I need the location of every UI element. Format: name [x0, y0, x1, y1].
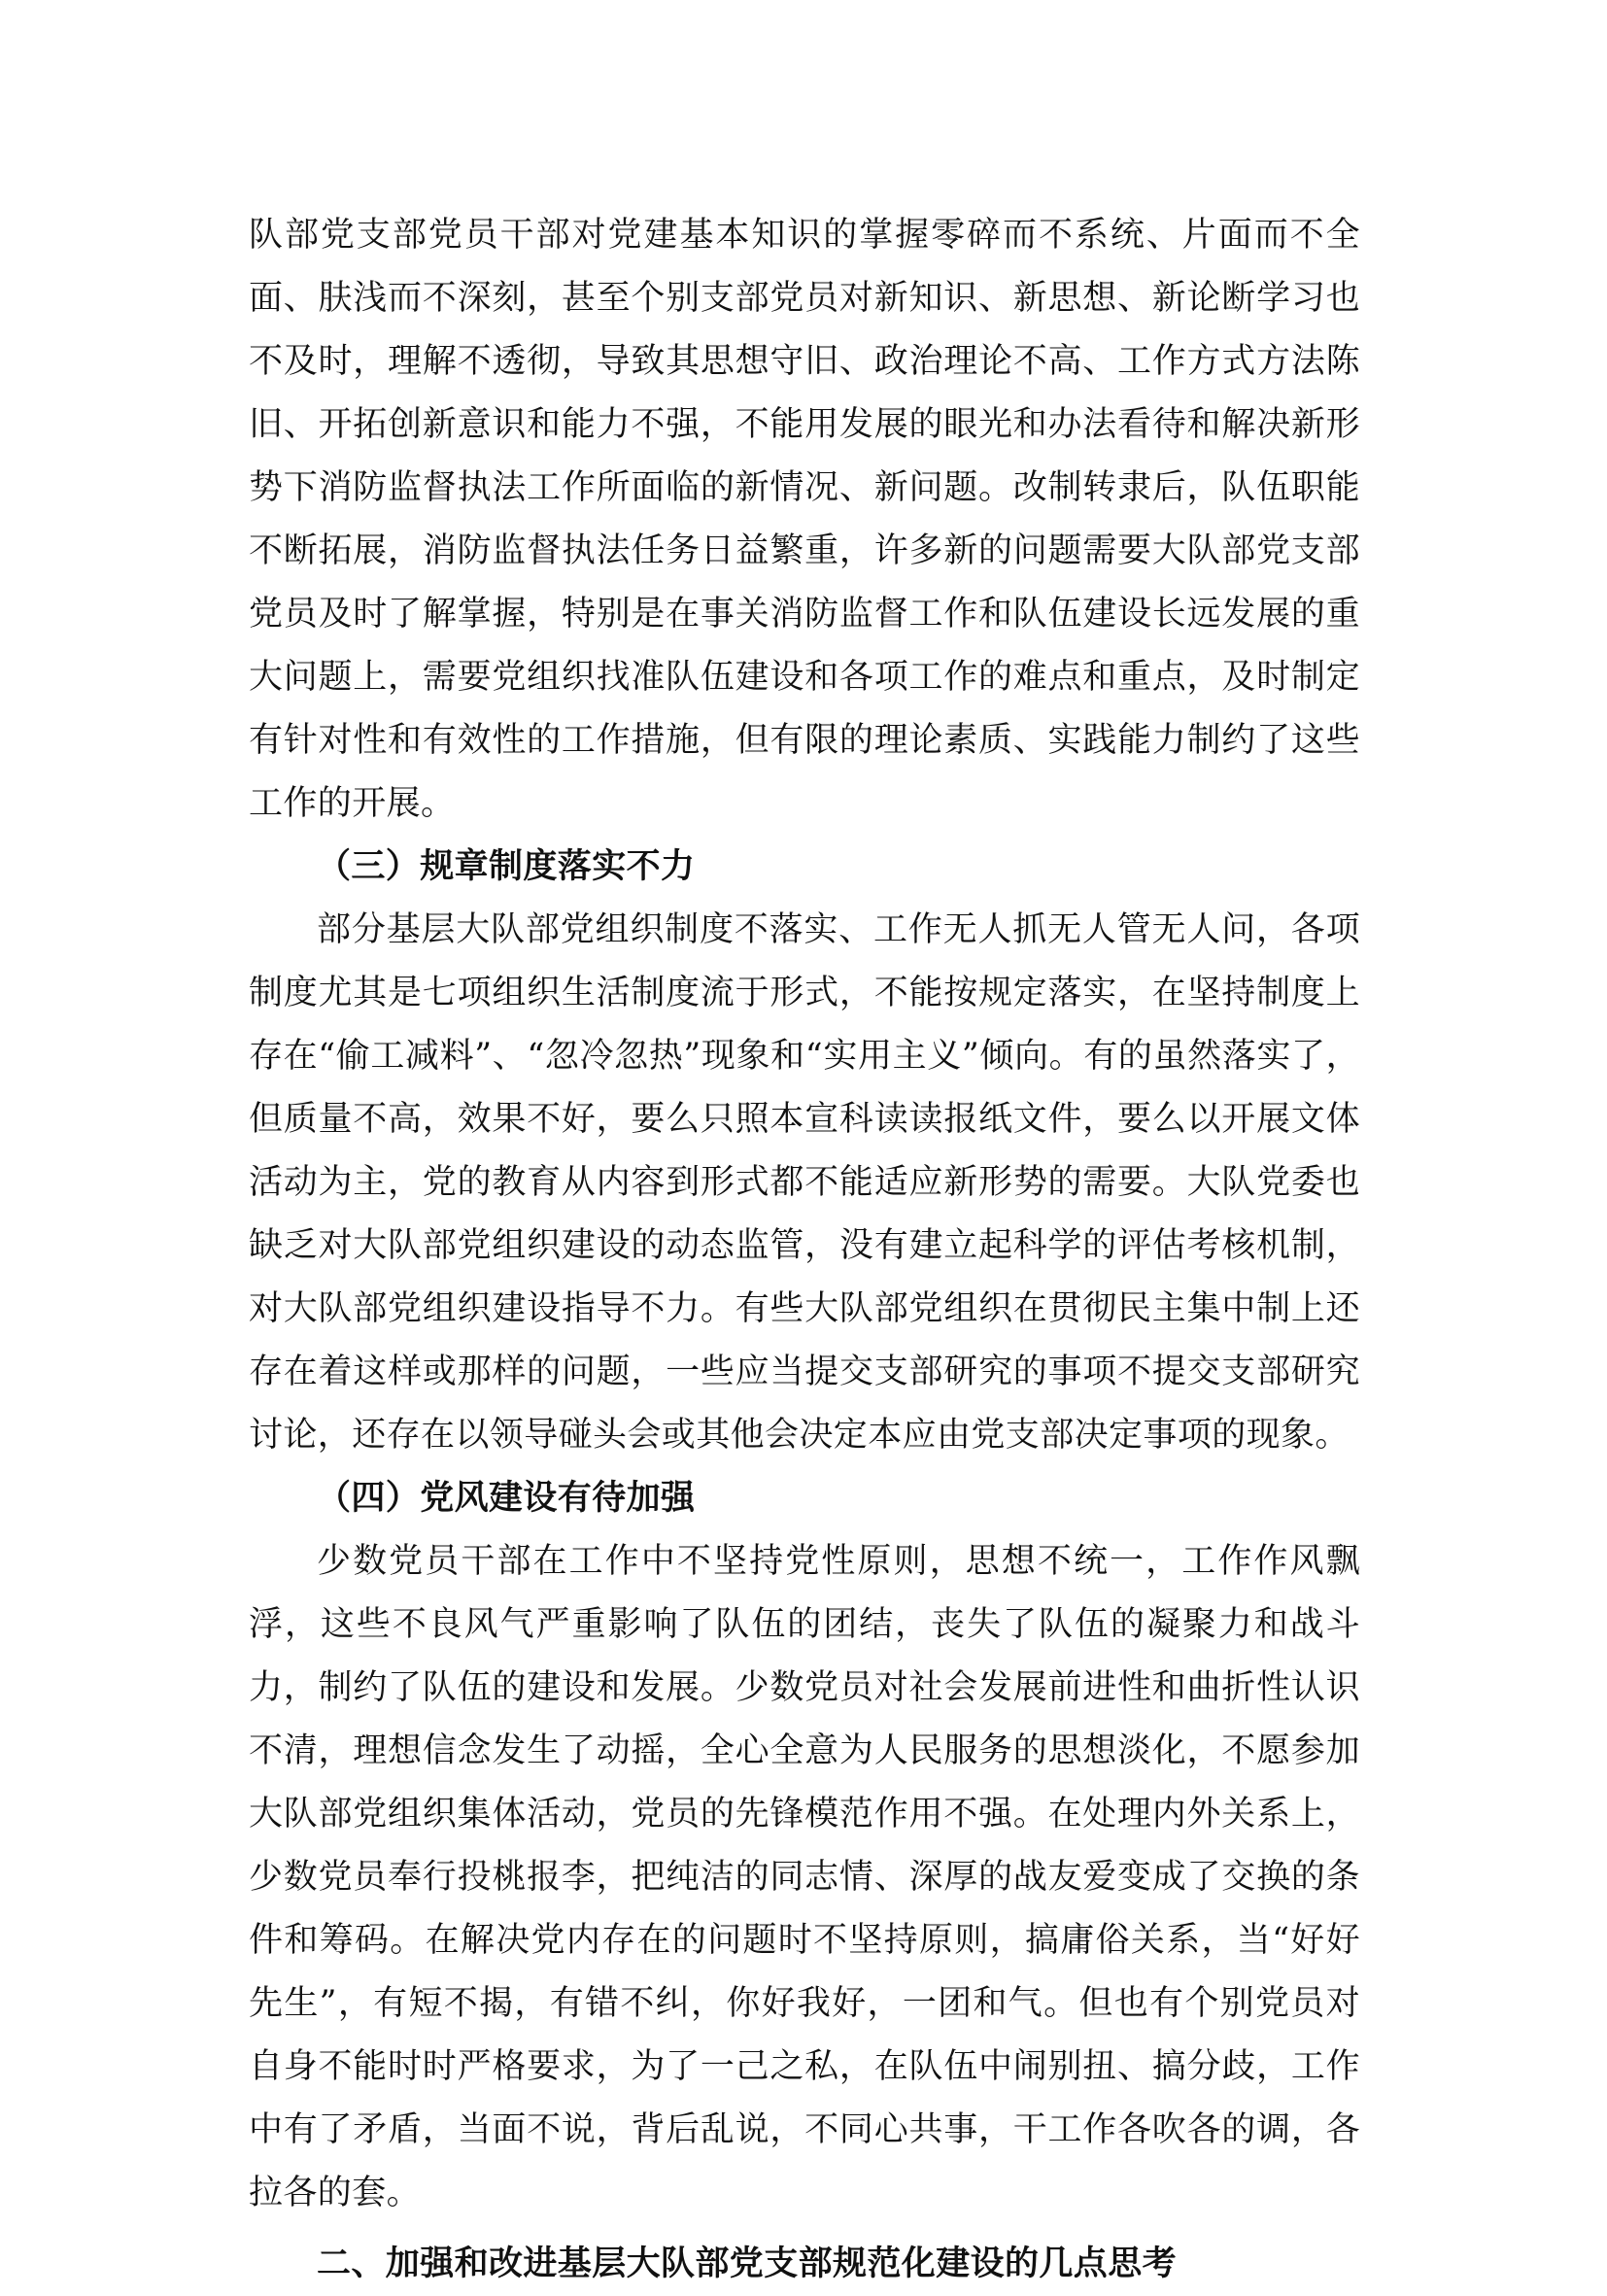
document-body [249, 204, 1360, 2296]
paragraph-continued: 队部党支部党员干部对党建基本知识的掌握零碎而不系统、片面而不全面、肤浅而不深刻，甚至个别支部党员对新知识、新思想、新论断学习也不及时，理解不透彻，导致其思想守旧、政治理论不高、工作方式方法陈旧、开拓创新意识和能力不强，不能用发展的眼光和办法看待和解决新形势下消防监督执法工作所面临的新情况、新问题。改制转隶后，队伍职能不断拓展，消防监督执法任务日益繁重，许多新的问题需要大队部党支部党员及时了解掌握，特别是在事关消防监督工作和队伍建设长远发展的重大问题上，需要党组织找准队伍建设和各项工作的难点和重点，及时制定有针对性和有效性的工作措施，但有限的理论素质、实践能力制约了这些工作的开展。 [249, 216, 1360, 823]
paragraph-party-style: 少数党员干部在工作中不坚持党性原则，思想不统一，工作作风飘浮，这些不良风气严重影响了队伍的团结，丧失了队伍的凝聚力和战斗力，制约了队伍的建设和发展。少数党员对社会发展前进性和曲折性认识不清，理想信念发生了动摇，全心全意为人民服务的思想淡化，不愿参加大队部党组织集体活动，党员的先锋模范作用不强。在处理内外关系上，少数党员奉行投桃报李，把纯洁的同志情、深厚的战友爱变成了交换的条件和筹码。在解决党内存在的问题时不坚持原则，搞庸俗关系，当“好好先生”，有短不揭，有错不纠，你好我好，一团和气。但也有个别党员对自身不能时时严格要求，为了一己之私，在队伍中闹别扭、搞分歧，工作中有了矛盾，当面不说，背后乱说，不同心共事，干工作各吹各的调，各拉各的套。 [249, 1542, 1360, 2212]
paragraph-regulations: 部分基层大队部党组织制度不落实、工作无人抓无人管无人问，各项制度尤其是七项组织生活制度流于形式，不能按规定落实，在坚持制度上存在“偷工减料”、“忽冷忽热”现象和“实用主义”倾向。有的虽然落实了，但质量不高，效果不好，要么只照本宣科读读报纸文件，要么以开展文体活动为主，党的教育从内容到形式都不能适应新形势的需要。大队党委也缺乏对大队部党组织建设的动态监管，没有建立起科学的评估考核机制，对大队部党组织建设指导不力。有些大队部党组织在贯彻民主集中制上还存在着这样或那样的问题，一些应当提交支部研究的事项不提交支部研究讨论，还存在以领导碰头会或其他会决定本应由党支部决定事项的现象。 [249, 910, 1360, 1455]
section-heading-two: 二、加强和改进基层大队部党支部规范化建设的几点思考 [317, 2245, 1178, 2283]
subheading-three: （三）规章制度落实不力 [317, 847, 696, 886]
subheading-four: （四）党风建设有待加强 [317, 1479, 696, 1518]
